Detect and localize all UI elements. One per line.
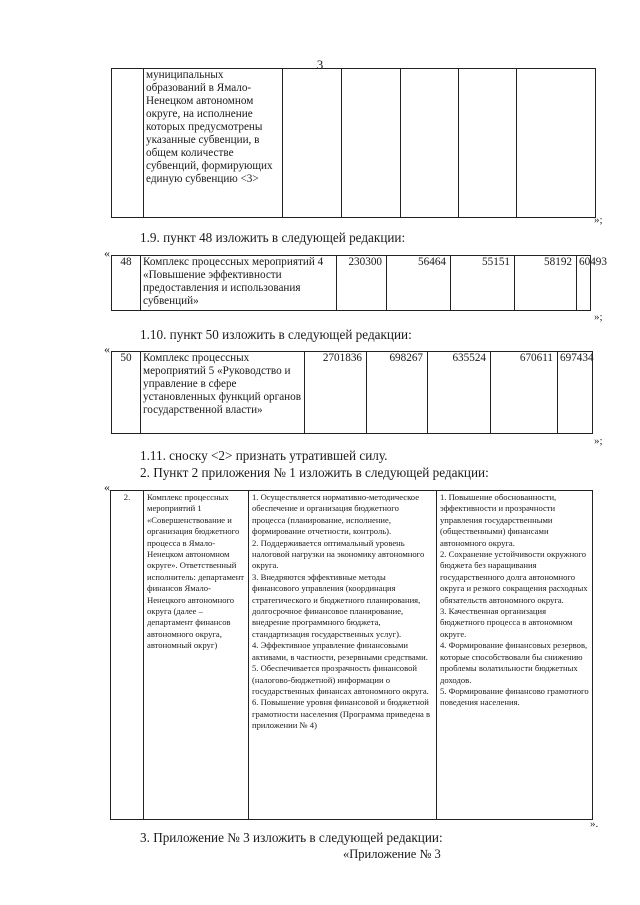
table1-value-cell xyxy=(459,69,517,218)
task-item: 3. Внедряются эффективные методы финансового управления (координация стратегического и бюджетного планирования, долгосрочное финансовое планирование, внедрение программного бюджета, стандартизация государственных услуг). xyxy=(252,571,421,639)
item-1-11: 1.11. сноску <2> признать утратившей силу. xyxy=(140,448,388,463)
row48-value-3: 55151 xyxy=(451,256,515,311)
item-1-9: 1.9. пункт 48 изложить в следующей редакции: xyxy=(140,230,406,245)
table1-value-cell xyxy=(283,69,342,218)
row50-value-4: 670611 xyxy=(491,352,558,434)
closing-quote: »; xyxy=(594,214,603,226)
row2-results xyxy=(437,491,593,820)
table1-num-cell xyxy=(112,69,144,218)
result-item: 1. Повышение обоснованности, эффективности и прозрачности управления государственными (общественными) финансами автономного округа. xyxy=(440,492,557,548)
row48-value-1: 230300 xyxy=(337,256,387,311)
row48-value-4: 58192 xyxy=(515,256,577,311)
table-row-48 xyxy=(111,255,607,311)
item-1-10: 1.10. пункт 50 изложить в следующей редакции: xyxy=(140,327,412,342)
row48-name: Комплекс процессных мероприятий 4 «Повышение эффективности предоставления и использования субвенций» xyxy=(141,256,337,311)
row50-name: Комплекс процессных мероприятий 5 «Руководство и управление в сфере установленных функций органов государственной власти» xyxy=(141,352,305,434)
page-number: 3 xyxy=(316,57,324,72)
row50-value-5: 697434 xyxy=(558,352,593,434)
row48-num: 48 xyxy=(112,256,141,311)
table-annex1-row-2 xyxy=(110,490,593,820)
row50-value-2: 698267 xyxy=(367,352,428,434)
task-item: 1. Осуществляется нормативно-методическое обеспечение и организация бюджетного процесса (планирование, исполнение, формирование отчетности, контроль). xyxy=(252,492,420,537)
result-item: 3. Качественная организация бюджетного процесса в автономном округе. xyxy=(440,606,573,639)
annex-title: «Приложение № 3 xyxy=(343,847,441,861)
result-item: 4. Формирование финансовых резервов, которые способствовали бы снижению проблемы волатильности бюджетных доходов. xyxy=(440,640,588,685)
table1-value-cell xyxy=(342,69,401,218)
table1-text-cell: муниципальных образований в Ямало-Ненецком автономном округе, на исполнение которых предусмотрены указанные субвенции, в общем количестве субвенций, формирующих единую субвенцию <3> xyxy=(144,69,283,218)
task-item: 5. Обеспечивается прозрачность финансовой (налогово-бюджетной) информации о государственных финансах автономного округа. xyxy=(252,663,429,696)
table-row-50 xyxy=(111,351,593,434)
task-item: 4. Эффективное управление финансовыми активами, в частности, резервными средствами. xyxy=(252,640,428,662)
row2-num: 2. xyxy=(111,491,144,820)
table1-value-cell xyxy=(401,69,459,218)
item-3: 3. Приложение № 3 изложить в следующей редакции: xyxy=(140,830,443,845)
opening-quote: « xyxy=(104,342,110,356)
closing-quote: ». xyxy=(590,818,599,830)
closing-quote: »; xyxy=(594,435,603,447)
closing-quote: »; xyxy=(594,311,603,323)
row50-value-1: 2701836 xyxy=(305,352,367,434)
row50-num: 50 xyxy=(112,352,141,434)
task-item: 6. Повышение уровня финансовой и бюджетной грамотности населения (Программа приведена в приложении № 4) xyxy=(252,697,431,731)
row48-value-2: 56464 xyxy=(387,256,451,311)
opening-quote: « xyxy=(104,480,110,494)
result-item: 2. Сохранение устойчивости окружного бюджета без наращивания государственного долга автономного округа и резкого сокращения расходных обязательств автономного округа. xyxy=(440,549,588,605)
item-2: 2. Пункт 2 приложения № 1 изложить в следующей редакции: xyxy=(140,465,489,480)
opening-quote: « xyxy=(104,246,110,260)
row2-tasks xyxy=(249,491,437,820)
row50-value-3: 635524 xyxy=(428,352,491,434)
row48-value-5: 60493 xyxy=(577,256,591,311)
row2-title: Комплекс процессных мероприятий 1 «Совершенствование и организация бюджетного процесса в Ямало-Ненецком автономном округе». Ответственный исполнитель: департамент финансов Ямало-Ненецкого автономного округа (далее – департамент финансов автономного округа, автономный округ) xyxy=(144,491,249,820)
table-fragment-1 xyxy=(111,68,596,218)
result-item: 5. Формирование финансово грамотного поведения населения. xyxy=(440,685,589,708)
table1-value-cell xyxy=(517,69,596,218)
task-item: 2. Поддерживается оптимальный уровень налоговой нагрузки на экономику автономного округа. xyxy=(252,537,425,571)
